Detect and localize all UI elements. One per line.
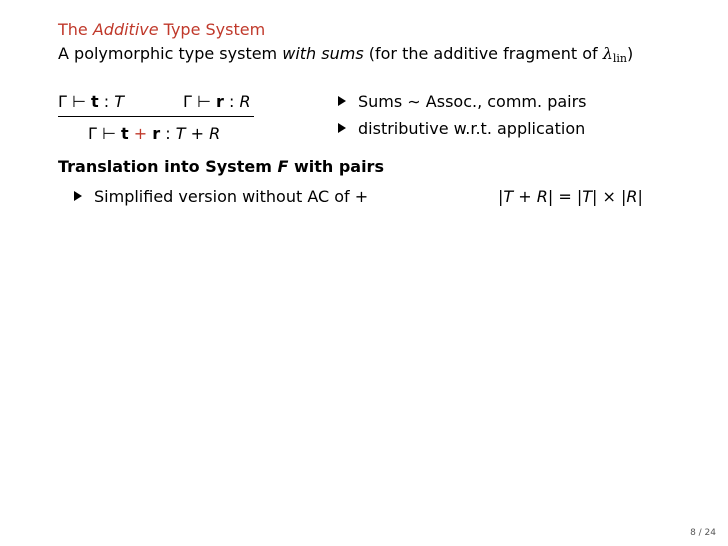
- slide-subtitle: A polymorphic type system with sums (for the additive fragment of $\lambda_{lin}$): [58, 44, 634, 65]
- subtitle-emphasis: with sums: [282, 44, 364, 63]
- translation-equation: |T + R| = |T| × |R|: [498, 187, 643, 206]
- bullet-triangle-icon: [338, 96, 346, 106]
- bullet-translation: Simplified version without AC of +: [74, 187, 368, 206]
- system-f-emphasis: F: [277, 157, 289, 176]
- page-number: 8 / 24: [690, 528, 716, 538]
- slide-title: The Additive Type System: [58, 20, 266, 39]
- rule-premise-1: Γ ⊢ t : T: [58, 92, 125, 111]
- title-emphasis: Additive: [92, 20, 159, 39]
- inference-rule-line: [58, 116, 254, 117]
- rule-conclusion: Γ ⊢ t + r : T + R: [88, 124, 221, 143]
- rule-premise-2: Γ ⊢ r : R: [183, 92, 251, 111]
- bullet-triangle-icon: [74, 191, 82, 201]
- bullet-sums: Sums ∼ Assoc., comm. pairs: [338, 92, 587, 111]
- section-heading: Translation into System F with pairs: [58, 157, 384, 176]
- lambda-symbol: $\lambda_{lin}$: [602, 44, 627, 65]
- bullet-triangle-icon: [338, 123, 346, 133]
- bullet-distributive: distributive w.r.t. application: [338, 119, 585, 138]
